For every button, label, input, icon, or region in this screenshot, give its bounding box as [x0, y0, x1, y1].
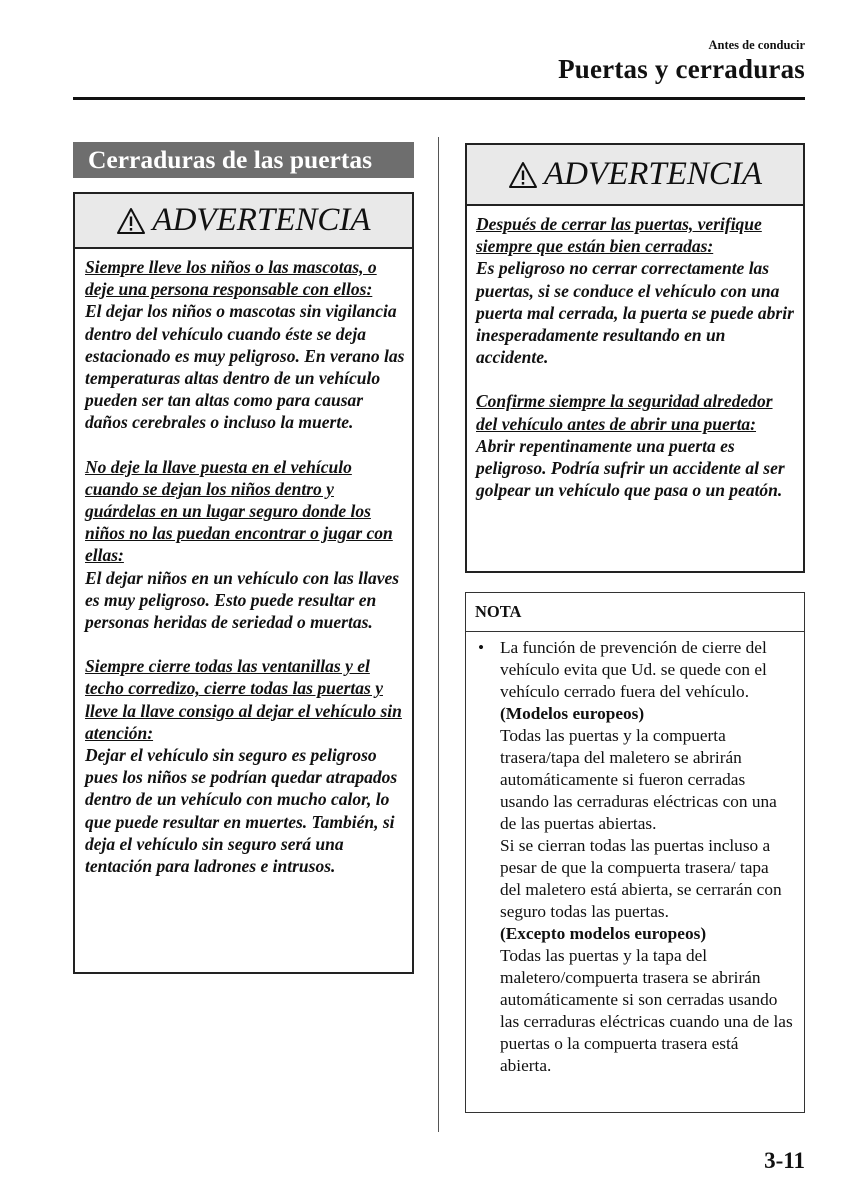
warning-block: [85, 456, 406, 634]
warning-title: ADVERTENCIA: [543, 156, 763, 192]
warning-lead: Confirme siempre la seguridad alrededor del vehículo antes de abrir una puerta:: [476, 391, 773, 434]
page-number: 3-11: [764, 1148, 805, 1173]
note-text: [500, 637, 794, 1077]
warning-block: [85, 655, 406, 877]
warning-body: [75, 249, 412, 877]
warning-lead: Siempre lleve los niños o las mascotas, o deje una persona responsable con ellos:: [85, 257, 377, 300]
note-box: [465, 592, 805, 1113]
warning-text: Abrir repentinamente una puerta es peligroso. Podría sufrir un accidente al ser golpear un vehículo que pasa o un peatón.: [476, 435, 785, 501]
note-intro: La función de prevención de cierre del vehículo evita que Ud. se quede con el vehículo cerrado fuera del vehículo.: [500, 638, 767, 701]
warning-lead: No deje la llave puesta en el vehículo cuando se dejan los niños dentro y guárdelas en un lugar seguro donde los niños no las puedan encontrar o jugar con ellas:: [85, 456, 393, 566]
warning-triangle-icon: [508, 161, 538, 189]
running-header-section: Antes de conducir: [708, 38, 805, 52]
header-rule: [73, 97, 805, 100]
warning-text: Dejar el vehículo sin seguro es peligroso pues los niños se podrían quedar atrapados dentro de un vehículo con mucho calor, lo que puede resultar en muertes. También, si deja el vehículo sin seguro será una tentación para ladrones e intrusos.: [85, 745, 398, 877]
warning-header: [467, 145, 803, 206]
note-subheading-european: (Modelos europeos): [500, 704, 645, 723]
section-heading: Cerraduras de las puertas: [73, 142, 414, 178]
warning-triangle-icon: [116, 207, 146, 235]
bullet-point: •: [478, 638, 485, 657]
warning-body: [467, 206, 803, 501]
warning-box-right: [465, 143, 805, 573]
warning-block: [85, 256, 406, 434]
note-title: NOTA: [466, 593, 804, 632]
page-title: Puertas y cerraduras: [558, 54, 805, 84]
note-subheading-non-european: (Excepto modelos europeos): [500, 924, 707, 943]
warning-block: [476, 390, 797, 501]
note-paragraph: Si se cierran todas las puertas incluso a pesar de que la compuerta trasera/ tapa del maletero está abierta, se cerrarán con seguro todas las puertas.: [500, 836, 782, 921]
warning-header: [75, 194, 412, 249]
warning-title: ADVERTENCIA: [152, 202, 371, 238]
warning-lead: Después de cerrar las puertas, verifique siempre que están bien cerradas:: [476, 214, 762, 257]
warning-lead: Siempre cierre todas las ventanillas y el techo corredizo, cierre todas las puertas y lleve la llave consigo al dejar el vehículo sin atención:: [85, 656, 402, 743]
warning-box-left: [73, 192, 414, 974]
column-divider: [438, 137, 439, 1132]
warning-text: El dejar niños en un vehículo con las llaves es muy peligroso. Esto puede resultar en personas heridas de seriedad o muertas.: [85, 567, 400, 633]
note-paragraph: Todas las puertas y la tapa del maletero/compuerta trasera se abrirán automáticamente si son cerradas usando las cerraduras eléctricas cuando una de las puertas o la compuerta trasera está abierta.: [500, 946, 793, 1075]
note-body: [466, 632, 804, 1077]
warning-text: El dejar los niños o mascotas sin vigilancia dentro del vehículo cuando éste se deja estacionado es muy peligroso. En verano las temperaturas altas dentro de un vehículo pueden ser tan altas como para causar daños cerebrales o incluso la muerte.: [85, 301, 405, 433]
note-paragraph: Todas las puertas y la compuerta trasera/tapa del maletero se abrirán automáticamente si fueron cerradas usando las cerraduras eléctricas con una de las puertas abiertas.: [500, 726, 777, 833]
warning-block: [476, 213, 797, 368]
warning-text: Es peligroso no cerrar correctamente las puertas, si se conduce el vehículo con una puerta mal cerrada, la puerta se puede abrir inesperadamente resultando en un accidente.: [476, 258, 794, 368]
